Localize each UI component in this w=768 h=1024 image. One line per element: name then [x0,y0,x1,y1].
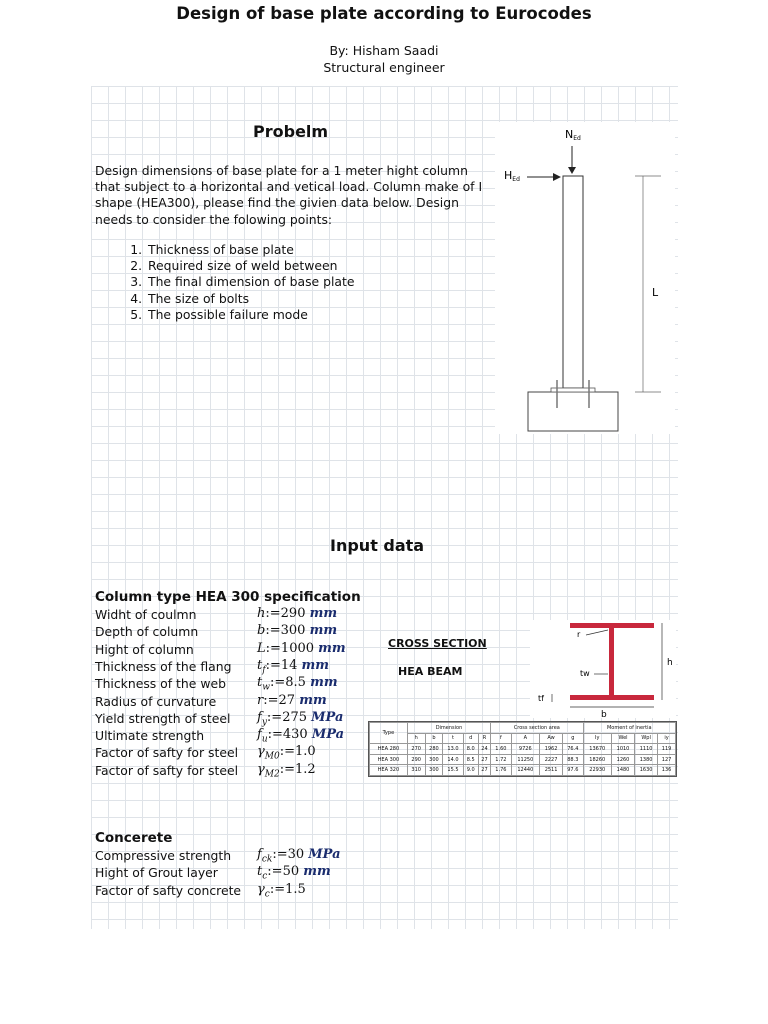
symbol-subscript: c [262,871,268,882]
value: 8.5 [285,675,306,691]
table-subheader: t [443,733,463,744]
tw-label: tw [580,669,590,678]
assign-operator: := [269,881,286,897]
table-header: Dimension [407,723,490,734]
table-cell: 290 [407,754,425,765]
spec-formula [257,675,338,693]
table-row [370,744,676,755]
problem-points-list [110,242,354,323]
spec-label: Factor of safty concrete [95,882,242,898]
symbol-subscript: w [262,682,270,693]
problem-description: Design dimensions of base plate for a 1 meter hight column that subject to a horizontal and vetical load. Column make of I shape (HEA300), please find the givien data below. Design needs to consider the folowing points: [95,163,483,227]
table-cell: 310 [407,765,425,776]
unit: MPa [308,847,341,862]
list-item: 4. The size of bolts [146,291,354,307]
symbol: L [257,640,266,656]
spec-label: Factor of safty for steel [95,762,239,778]
table-cell: 300 [425,765,443,776]
spec-formula [257,658,329,676]
i-beam-diagram [530,620,676,718]
table-cell: 8.0 [463,744,478,755]
spec-formula [257,744,316,762]
table-cell: 1.76 [491,765,511,776]
column-diagram [495,122,675,434]
symbol-subscript: u [261,734,268,745]
unit: mm [301,657,330,673]
table-cell: 1.60 [491,744,511,755]
table-cell: 1962 [540,744,563,755]
symbol: h [257,606,266,621]
spec-label: Factor of safty for steel [95,745,239,761]
list-item: 3. The final dimension of base plate [146,274,354,290]
table-subheader: A [511,733,539,744]
symbol-subscript: y [261,717,267,728]
table-cell: 136 [658,765,676,776]
table-cell: 1260 [611,754,634,765]
table-cell: 27 [478,765,490,776]
table-cell: 12440 [511,765,539,776]
vertical-load-label: NEd [565,128,581,142]
table-subheader: R [478,733,490,744]
hea-section-table [368,721,677,777]
table-subheader: Wel [611,733,634,744]
unit: mm [318,640,346,656]
concrete-title: Concerete [95,830,173,846]
hea-beam-label: HEA BEAM [398,665,463,678]
table-cell: 9.0 [463,765,478,776]
unit: mm [309,623,338,639]
unit: mm [303,864,331,880]
unit: MPa [311,709,344,725]
table-subheader-row [370,733,676,744]
value: 430 [282,727,308,743]
assign-operator: := [265,606,281,621]
author-line: By: Hisham Saadi [329,43,439,58]
table-cell: 13.0 [443,744,463,755]
column-spec-title: Column type HEA 300 specification [95,589,361,605]
assign-operator: := [272,847,288,862]
symbol: t [257,864,263,880]
table-cell: 2511 [540,765,563,776]
spec-formula [257,847,341,865]
symbol-subscript: M2 [264,769,280,780]
cross-section-title: CROSS SECTION [388,637,487,650]
table-header: Cross section area [491,723,583,734]
value: 275 [282,709,308,725]
author-role: Structural engineer [323,60,445,75]
table-cell: 1630 [635,765,658,776]
table-cell: 1.72 [491,754,511,765]
table-cell: 88.3 [563,754,583,765]
value: 30 [287,847,305,862]
symbol: f [257,727,262,743]
table-cell: 27 [478,754,490,765]
assign-operator: := [279,744,296,760]
unit: mm [299,692,327,708]
spec-label: Ultimate strength [95,728,205,744]
table-cell: 2227 [540,754,563,765]
horizontal-load-label: HEd [504,169,520,183]
symbol: t [257,657,263,673]
spec-label: Thickness of the web [95,676,226,692]
value: 290 [280,606,306,621]
symbol-subscript: f [262,665,266,676]
assign-operator: := [266,709,283,725]
table-cell: 9726 [511,744,539,755]
foundation-block [528,392,618,431]
assign-operator: := [267,864,283,880]
assign-operator: := [265,657,281,673]
table-cell: 127 [658,754,676,765]
table-header: Type [370,723,408,744]
symbol: f [257,709,262,725]
table-cell: 1380 [635,754,658,765]
length-label: L [652,286,659,299]
table-subheader: Wpl [635,733,658,744]
table-cell: 13670 [583,744,611,755]
table-cell: 1480 [611,765,634,776]
unit: mm [309,606,338,621]
table-subheader: g [563,733,583,744]
list-item: 1. Thickness of base plate [146,242,354,258]
input-data-heading: Input data [330,536,425,555]
table-cell: 18260 [583,754,611,765]
table-cell: 1010 [611,744,634,755]
symbol: γ [257,881,265,897]
table-cell: 14.0 [443,754,463,765]
assign-operator: := [265,640,281,656]
table-cell: 15.5 [443,765,463,776]
table-cell: HEA 300 [370,754,408,765]
table-cell: 22930 [583,765,611,776]
spec-formula [257,710,343,728]
table-cell: HEA 280 [370,744,408,755]
spec-label: Thickness of the flang [95,658,232,674]
column-shaft [563,176,583,388]
spec-formula [257,882,306,900]
spec-formula [257,693,327,711]
list-item: 2. Required size of weld between [146,258,354,274]
table-cell: HEA 320 [370,765,408,776]
spec-formula [257,606,337,624]
table-cell: 300 [425,754,443,765]
spec-label: Hight of Grout layer [95,865,218,881]
table-subheader: d [463,733,478,744]
symbol: t [257,675,263,691]
symbol-subscript: c [264,889,270,900]
top-flange [570,623,654,628]
table-subheader: Aw [540,733,563,744]
assign-operator: := [279,761,296,777]
spec-formula [257,727,344,745]
spec-formula [257,623,337,641]
spec-label: Yield strength of steel [95,710,231,726]
symbol: γ [257,761,265,777]
assign-operator: := [267,727,283,743]
spec-label: Compressive strength [95,848,232,863]
b-label: b [601,710,607,718]
symbol: f [257,847,262,862]
table-cell: 97.6 [563,765,583,776]
tf-label: tf [538,694,544,703]
table-cell: 270 [407,744,425,755]
value: 50 [282,864,300,880]
spec-formula [257,641,346,659]
table-row [370,754,676,765]
document-title: Design of base plate according to Eurocodes [176,4,592,23]
table-cell: 280 [425,744,443,755]
spec-formula [257,864,331,882]
assign-operator: := [263,692,279,708]
table-cell: 1110 [635,744,658,755]
value: 1.0 [295,744,316,760]
symbol-subscript: ck [261,854,273,865]
problem-heading: Probelm [253,122,329,141]
symbol-subscript: M0 [264,751,280,762]
r-label: r [577,630,581,639]
value: 27 [278,692,296,708]
value: 300 [280,623,306,639]
symbol: γ [257,744,265,760]
table-subheader: h [407,733,425,744]
value: 1.5 [285,881,306,897]
table-cell: 24 [478,744,490,755]
spec-formula [257,762,316,780]
table-subheader: b [425,733,443,744]
value: 1000 [280,640,315,656]
table-subheader: iy [658,733,676,744]
h-label: h [667,658,673,668]
table-cell: 76.4 [563,744,583,755]
list-item: 5. The possible failure mode [146,307,354,323]
spec-label: Hight of column [95,641,194,657]
table-cell: 11250 [511,754,539,765]
table-cell: 119 [658,744,676,755]
spec-label: Depth of column [95,624,199,640]
spec-label: Radius of curvature [95,693,217,709]
assign-operator: := [269,675,286,691]
table-subheader: f [491,733,511,744]
bottom-flange [570,695,654,700]
symbol: b [257,623,266,639]
table-cell: 8.5 [463,754,478,765]
unit: MPa [311,727,345,743]
spec-label: Widht of coulmn [95,607,197,622]
table-header: Moment of inertia [583,723,675,734]
value: 1.2 [295,761,316,777]
assign-operator: := [265,623,281,639]
unit: mm [310,675,338,691]
table-subheader: Iy [583,733,611,744]
web [609,628,614,695]
value: 14 [280,657,298,673]
symbol: r [257,692,264,708]
table-row [370,765,676,776]
